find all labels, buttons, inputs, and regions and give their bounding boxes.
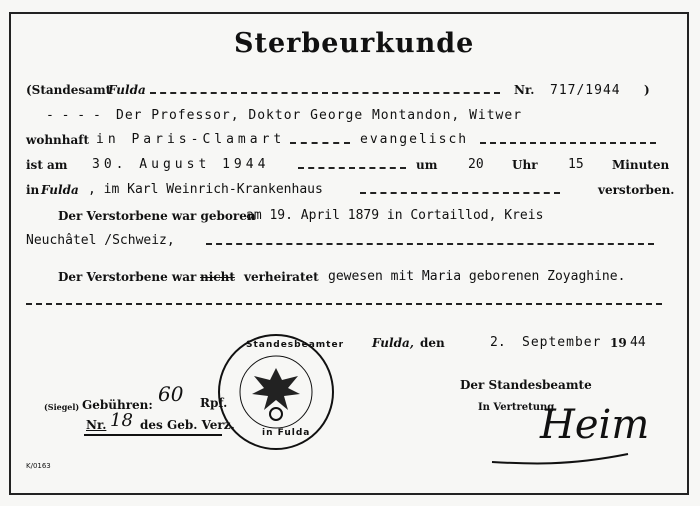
label-siegel: (Siegel)	[44, 402, 80, 412]
death-date: 30. August 1944	[92, 157, 270, 172]
label-verstorben: verstorben.	[598, 183, 675, 197]
label-close: )	[644, 83, 650, 97]
label-verheiratet: verheiratet	[244, 270, 319, 284]
seal-text-top: Standesbeamter	[246, 340, 345, 350]
fill-line	[480, 142, 656, 144]
birth-details: am 19. April 1879 in Cortaillod, Kreis	[246, 208, 544, 223]
label-geboren: Der Verstorbene war geboren	[58, 209, 256, 223]
label-wohnhaft: wohnhaft	[26, 133, 89, 147]
label-minuten: Minuten	[612, 158, 670, 172]
label-gebuehren: Gebühren:	[82, 398, 153, 412]
eagle-emblem-icon	[252, 368, 300, 410]
struck-nicht: nicht	[200, 270, 235, 284]
label-geb-verz: des Geb. Verz.	[140, 418, 235, 432]
signature-flourish	[488, 440, 638, 470]
deceased-name: Der Professor, Doktor George Montandon, Witwer	[116, 108, 523, 123]
fill-line	[290, 142, 350, 144]
label-in: in	[26, 183, 40, 197]
label-den: den	[420, 336, 445, 350]
separator-line	[26, 303, 662, 305]
document-title: Sterbeurkunde	[234, 28, 475, 59]
issue-day: 2.	[490, 335, 506, 350]
death-place: Fulda	[41, 183, 79, 197]
religion: evangelisch	[360, 132, 469, 147]
fee-underline	[84, 434, 222, 436]
spouse-details: gewesen mit Maria geborenen Zoyaghine.	[328, 269, 626, 284]
label-verheiratet-intro: Der Verstorbene war	[58, 270, 197, 284]
fee-number: 18	[110, 410, 133, 431]
death-minute: 15	[568, 157, 584, 172]
label-fee-nr: Nr.	[86, 418, 107, 432]
seal-text-bottom: in Fulda	[262, 428, 311, 438]
office-name: Fulda	[108, 83, 146, 97]
death-location: , im Karl Weinrich-Krankenhaus	[88, 182, 323, 197]
death-hour: 20	[468, 157, 484, 172]
fill-line	[298, 167, 406, 169]
official-deputy-label: In Vertretung	[478, 402, 555, 413]
fee-unit: Rpf.	[200, 396, 228, 410]
fill-line	[206, 243, 654, 245]
fill-line	[360, 192, 560, 194]
label-uhr: Uhr	[512, 158, 538, 172]
issue-year-suffix: 44	[630, 335, 646, 350]
issue-place: Fulda,	[372, 336, 414, 350]
label-nr: Nr.	[514, 83, 535, 97]
fee-amount: 60	[158, 382, 184, 406]
residence: in Paris-Clamart	[96, 132, 286, 147]
row-prefix-dashes: - - - -	[46, 108, 101, 123]
form-code: K/0163	[26, 462, 51, 470]
official-signature: Heim	[540, 402, 650, 448]
issue-year-prefix: 19	[610, 336, 627, 350]
label-um: um	[416, 158, 438, 172]
birth-place-continued: Neuchâtel /Schweiz,	[26, 233, 175, 248]
official-title: Der Standesbeamte	[460, 378, 592, 392]
issue-month: September	[522, 335, 602, 350]
label-standesamt: (Standesamt	[26, 83, 112, 97]
certificate-number: 717/1944	[550, 83, 621, 98]
label-ist-am: ist am	[26, 158, 68, 172]
fill-line	[150, 92, 500, 94]
